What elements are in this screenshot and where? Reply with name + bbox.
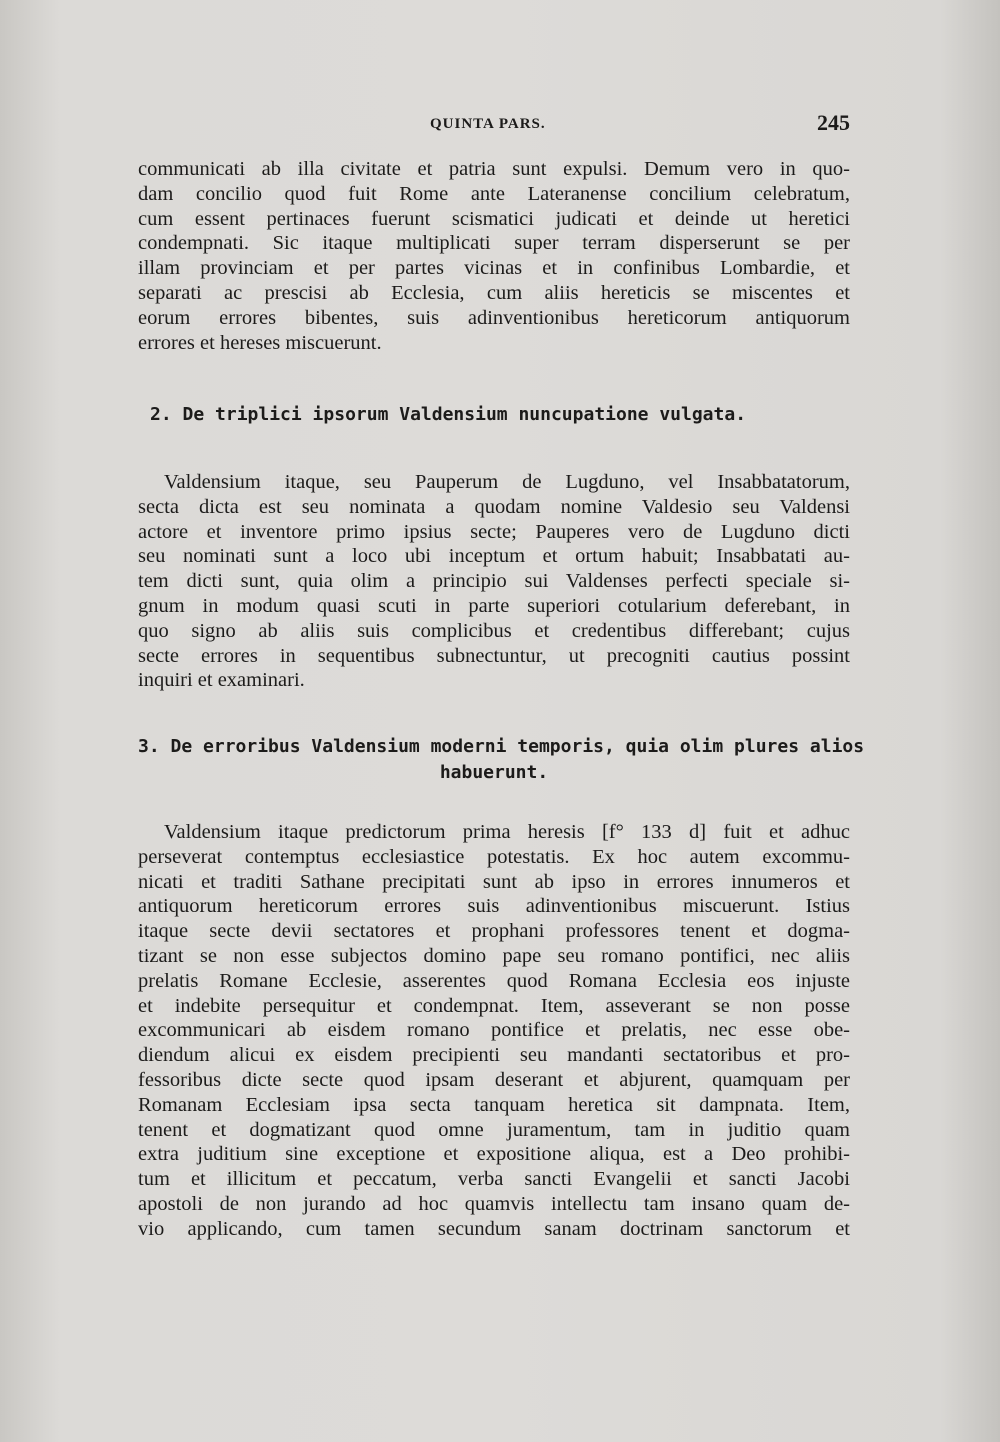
text-line: Valdensium itaque predictorum prima heresis [f° 133 d] fuit et adhuc — [164, 821, 850, 843]
section-heading-3 — [138, 734, 865, 786]
text-line: prelatis Romane Ecclesie, asserentes quod Romana Ecclesia eos injuste — [138, 969, 850, 992]
running-title: QUINTA PARS. — [430, 116, 546, 132]
text-line: fessoribus dicte secte quod ipsam deserant et abjurent, quamquam per — [138, 1068, 850, 1091]
text-line: apostoli de non jurando ad hoc quamvis intellectu tam insano quam de- — [138, 1192, 850, 1215]
text-line: secta dicta est seu nominata a quodam nomine Valdesio seu Valdensi — [138, 495, 850, 518]
text-line: diendum alicui ex eisdem precipienti seu mandanti sectatoribus et pro- — [138, 1044, 850, 1067]
text-line: itaque secte devii sectatores et prophani professores tenent et dogma- — [138, 920, 850, 943]
text-line: nicati et traditi Sathane precipitati sunt ab ipso in errores innumeros et — [138, 870, 850, 893]
text-line: tum et illicitum et peccatum, verba sancti Evangelii et sancti Jacobi — [138, 1168, 850, 1191]
paragraph-1 — [138, 157, 850, 355]
text-line: communicati ab illa civitate et patria sunt expulsi. Demum vero in quo- — [138, 158, 850, 180]
text-line: seu nominati sunt a loco ubi inceptum et ortum habuit; Insabbatati au- — [138, 545, 850, 568]
heading-text: habuerunt. — [439, 762, 549, 783]
text-line: eorum errores bibentes, suis adinventionibus hereticorum antiquorum — [138, 306, 850, 329]
text-line: extra juditium sine exceptione et expositione aliqua, est a Deo prohibi- — [138, 1143, 850, 1166]
running-head — [140, 110, 850, 140]
text-line: gnum in modum quasi scuti in parte superiori cotularium deferebant, in — [138, 594, 850, 617]
text-line: errores et hereses miscuerunt. — [138, 331, 382, 354]
text-line: tem dicti sunt, quia olim a principio sui Valdenses perfecti speciale si- — [138, 570, 850, 593]
text-line: cum essent pertinaces fuerunt scismatici judicati et deinde ut heretici — [138, 207, 850, 230]
text-line: inquiri et examinari. — [138, 669, 305, 692]
text-line: vio applicando, cum tamen secundum sanam doctrinam sanctorum et — [138, 1217, 850, 1240]
heading-text: 2. De triplici ipsorum Valdensium nuncupatione vulgata. — [150, 404, 747, 425]
paragraph-2 — [138, 470, 850, 693]
text-line: et indebite persequitur et condempnat. Item, asseverant se non posse — [138, 994, 850, 1017]
text-line: separati ac prescisi ab Ecclesia, cum aliis hereticis se miscentes et — [138, 281, 850, 304]
heading-text: 3. De erroribus Valdensium moderni temporis, quia olim plures alios — [138, 736, 865, 757]
section-heading-2 — [150, 402, 862, 428]
text-line: tenent et dogmatizant quod omne juramentum, tam in juditio quam — [138, 1118, 850, 1141]
text-line: secte errores in sequentibus subnectuntur, ut precogniti cautius possint — [138, 644, 850, 667]
text-line: illam provinciam et per partes vicinas et in confinibus Lombardie, et — [138, 257, 850, 280]
text-line: antiquorum hereticorum errores suis adinventionibus miscuerunt. Istius — [138, 895, 850, 918]
text-line: Valdensium itaque, seu Pauperum de Lugduno, vel Insabbatatorum, — [164, 471, 850, 493]
page-number: 245 — [817, 110, 850, 135]
paragraph-3 — [138, 820, 850, 1242]
text-line: Romanam Ecclesiam ipsa secta tanquam heretica sit dampnata. Item, — [138, 1093, 850, 1116]
text-line: perseverat contemptus ecclesiastice potestatis. Ex hoc autem excommu- — [138, 845, 850, 868]
text-line: excommunicari ab eisdem romano pontifice et prelatis, nec esse obe- — [138, 1019, 850, 1042]
text-line: tizant se non esse subjectos domino pape seu romano pontifici, nec aliis — [138, 944, 850, 967]
text-line: quo signo ab aliis suis complicibus et credentibus differebant; cujus — [138, 619, 850, 642]
text-line: condempnati. Sic itaque multiplicati super terram disperserunt se per — [138, 232, 850, 255]
text-line: actore et inventore primo ipsius secte; Pauperes vero de Lugduno dicti — [138, 520, 850, 543]
text-line: dam concilio quod fuit Rome ante Lateranense concilium celebratum, — [138, 182, 850, 205]
